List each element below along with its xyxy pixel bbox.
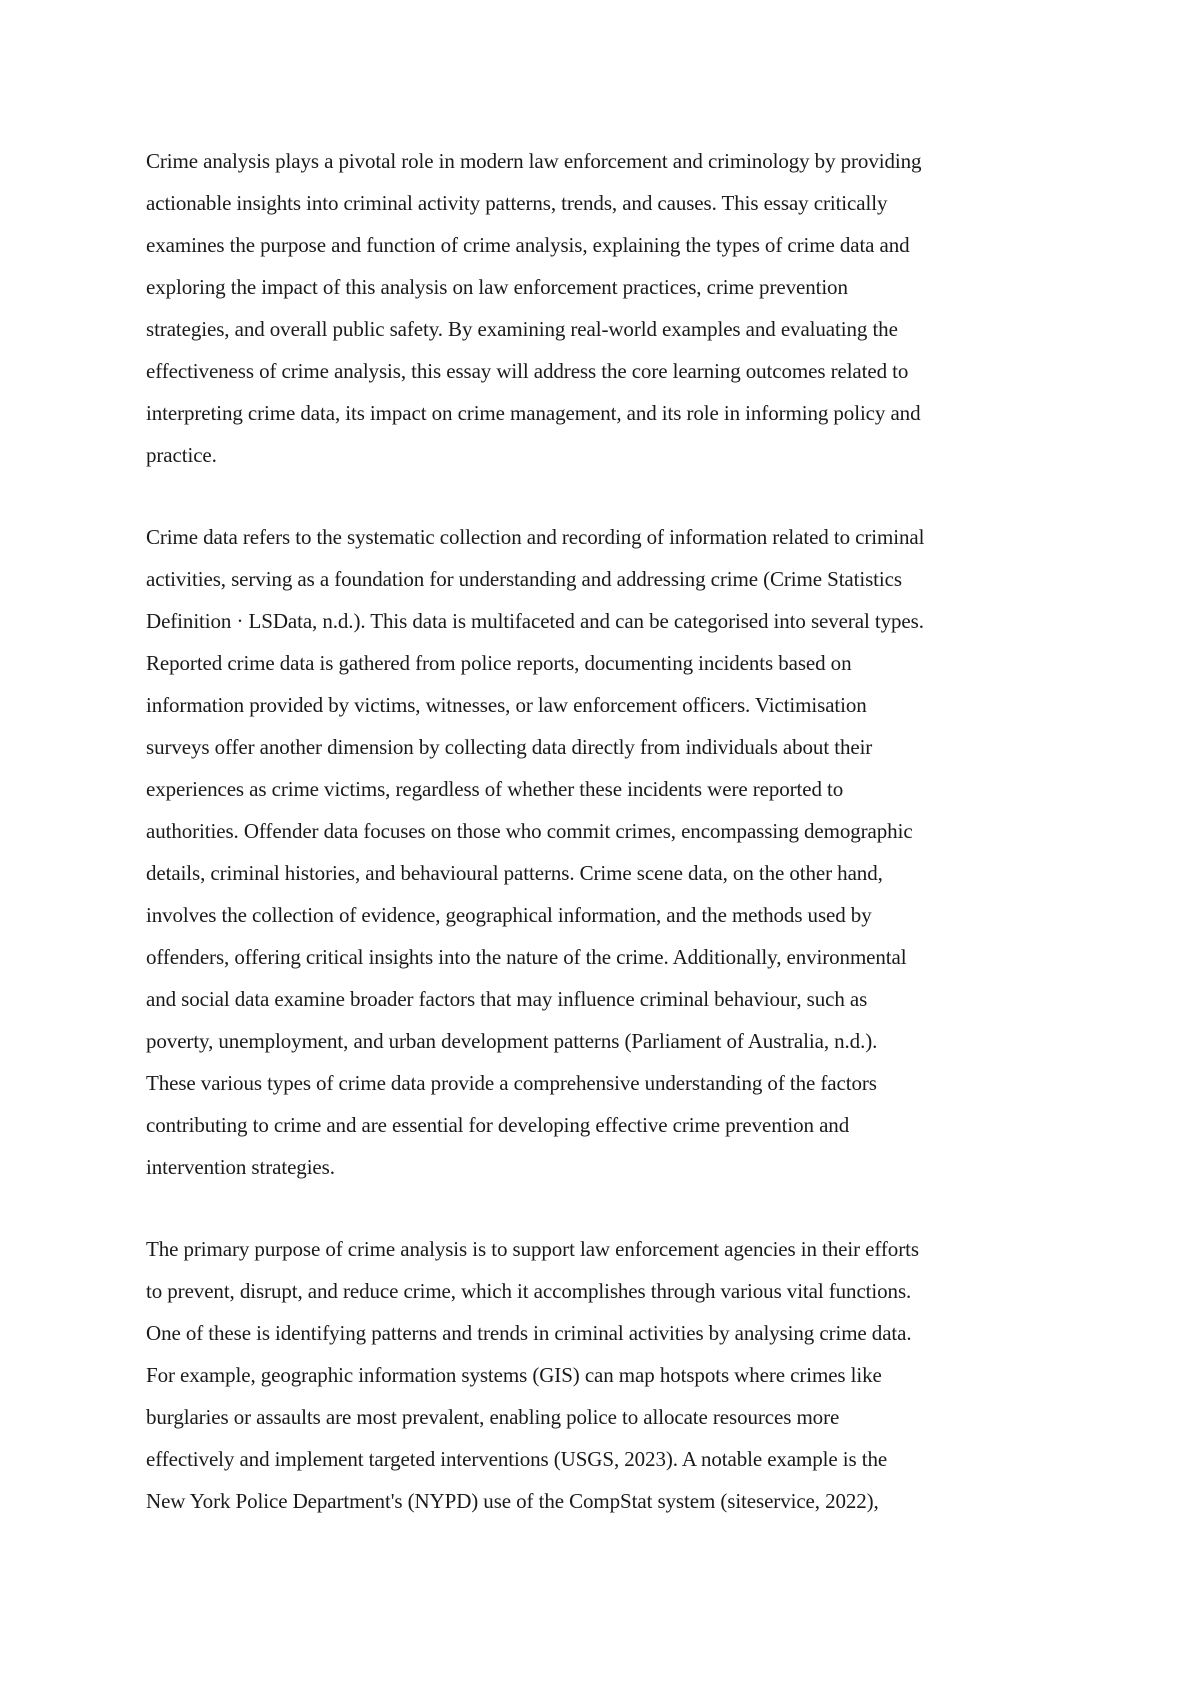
paragraph-purpose: The primary purpose of crime analysis is to support law enforcement agencies in their efforts to prevent, disrupt, and reduce crime, which it accomplishes through various vital functions. One of these is identifying patterns and trends in criminal activities by analysing crime data. For example, geographic information systems (GIS) can map hotspots where crimes like burglaries or assaults are most prevalent, enabling police to allocate resources more effectively and implement targeted interventions (USGS, 2023). A notable example is the New York Police Department's (NYPD) use of the CompStat system (siteservice, 2022), bbox=[146, 1237, 919, 1513]
paragraph-intro: Crime analysis plays a pivotal role in modern law enforcement and criminology by providing actionable insights into criminal activity patterns, trends, and causes. This essay critically examines the purpose and function of crime analysis, explaining the types of crime data and exploring the impact of this analysis on law enforcement practices, crime prevention strategies, and overall public safety. By examining real-world examples and evaluating the effectiveness of crime analysis, this essay will address the core learning outcomes related to interpreting crime data, its impact on crime management, and its role in informing policy and practice. bbox=[146, 149, 922, 467]
document-body bbox=[146, 140, 1066, 1562]
paragraph-crime-data: Crime data refers to the systematic collection and recording of information related to criminal activities, serving as a foundation for understanding and addressing crime (Crime Statistics Definition · LSData, n.d.). This data is multifaceted and can be categorised into several types. Reported crime data is gathered from police reports, documenting incidents based on information provided by victims, witnesses, or law enforcement officers. Victimisation surveys offer another dimension by collecting data directly from individuals about their experiences as crime victims, regardless of whether these incidents were reported to authorities. Offender data focuses on those who commit crimes, encompassing demographic details, criminal histories, and behavioural patterns. Crime scene data, on the other hand, involves the collection of evidence, geographical information, and the methods used by offenders, offering critical insights into the nature of the crime. Additionally, environmental and social data examine broader factors that may influence criminal behaviour, such as poverty, unemployment, and urban development patterns (Parliament of Australia, n.d.). These various types of crime data provide a comprehensive understanding of the factors contributing to crime and are essential for developing effective crime prevention and intervention strategies. bbox=[146, 525, 925, 1179]
